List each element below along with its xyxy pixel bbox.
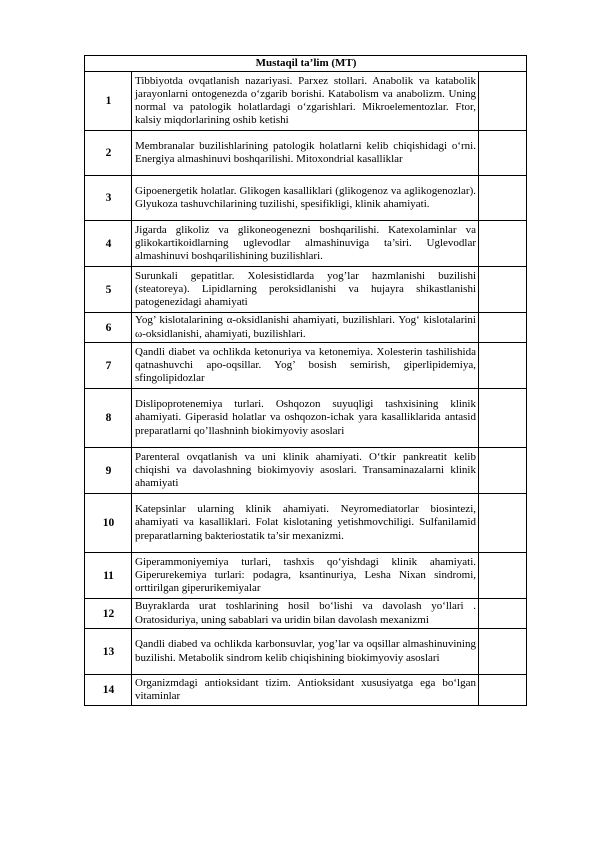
empty-cell <box>479 131 527 176</box>
row-number: 9 <box>85 448 132 494</box>
topic-text: Jigarda glikoliz va glikoneogenezni boshqarilishi. Katexolaminlar va glikokartikoidlarning uglevodlar almashinuviga ta’siri. Uglevodlar almashinuvi boshqarilishining buzilishlari. <box>132 221 479 267</box>
table-row <box>85 448 527 494</box>
empty-cell <box>479 448 527 494</box>
empty-cell <box>479 176 527 221</box>
topic-text: Surunkali gepatitlar. Xolesistidlarda yog’lar hazmlanishi buzilishi (steatoreya). Lipidlarning peroksidlanishi va hujayra shikastlanishi patogenezidagi ahamiyati <box>132 267 479 313</box>
row-number: 8 <box>85 389 132 448</box>
empty-cell <box>479 221 527 267</box>
row-number: 5 <box>85 267 132 313</box>
independent-study-table <box>84 55 527 706</box>
row-number: 11 <box>85 553 132 599</box>
table-body <box>85 72 527 706</box>
topic-text: Qandli diabed va ochlikda karbonsuvlar, yog’lar va oqsillar almashinuvining buzilishi. Metabolik sindrom kelib chiqishining biokimyoviy asoslari <box>132 629 479 675</box>
empty-cell <box>479 629 527 675</box>
empty-cell <box>479 343 527 389</box>
row-number: 14 <box>85 675 132 706</box>
topic-text: Membranalar buzilishlarining patologik holatlarni kelib chiqishidagi o‘rni. Energiya almashinuvi boshqarilishi. Mitoxondrial kasalliklar <box>132 131 479 176</box>
topic-text: Giperammoniyemiya turlari, tashxis qo‘yishdagi klinik ahamiyati. Giperurekemiya turlari: podagra, ksantinuriya, Lesha Nixan sindromi, orttirilgan giperurikemiyalar <box>132 553 479 599</box>
empty-cell <box>479 72 527 131</box>
topic-text: Katepsinlar ularning klinik ahamiyati. Neyromediatorlar biosintezi, ahamiyati va kasalliklari. Folat kislotaning yetishmovchiligi. Sulfanilamid preparatlarning bakteriostatik ta’sir mexanizmi. <box>132 494 479 553</box>
table-row <box>85 389 527 448</box>
table-row <box>85 131 527 176</box>
row-number: 1 <box>85 72 132 131</box>
empty-cell <box>479 389 527 448</box>
table-row <box>85 343 527 389</box>
empty-cell <box>479 553 527 599</box>
table-row <box>85 176 527 221</box>
empty-cell <box>479 675 527 706</box>
table-row <box>85 629 527 675</box>
topic-text: Organizmdagi antioksidant tizim. Antioksidant xususiyatga ega bo‘lgan vitaminlar <box>132 675 479 706</box>
row-number: 12 <box>85 599 132 629</box>
table-row <box>85 599 527 629</box>
row-number: 3 <box>85 176 132 221</box>
row-number: 7 <box>85 343 132 389</box>
row-number: 4 <box>85 221 132 267</box>
table-row <box>85 72 527 131</box>
table-row <box>85 221 527 267</box>
topic-text: Tibbiyotda ovqatlanish nazariyasi. Parxez stollari. Anabolik va katabolik jarayonlarni ontogenezda o‘zgarib borishi. Katabolism va anabolizm. Uning normal va patologik holatlardagi o‘zgarishlari. Mikroelementozlar. Ftor, kalsiy miqdorlarining oshib ketishi <box>132 72 479 131</box>
empty-cell <box>479 599 527 629</box>
table-row <box>85 553 527 599</box>
table-row <box>85 267 527 313</box>
empty-cell <box>479 313 527 343</box>
row-number: 2 <box>85 131 132 176</box>
table-row <box>85 313 527 343</box>
table-row <box>85 675 527 706</box>
topic-text: Buyraklarda urat toshlarining hosil bo‘lishi va davolash yo‘llari . Oratosiduriya, uning sabablari va uridin bilan davolash mexanizmi <box>132 599 479 629</box>
topic-text: Gipoenergetik holatlar. Glikogen kasalliklari (glikogenoz va aglikogenozlar). Glyukoza tashuvchilarining tuzilishi, spesifikligi, klinik ahamiyati. <box>132 176 479 221</box>
topic-text: Qandli diabet va ochlikda ketonuriya va ketonemiya. Xolesterin tashilishida qatnashuvchi apo-oqsillar. Yog’ bosish semirish, giperlipidemiya, sfingolipidozlar <box>132 343 479 389</box>
empty-cell <box>479 494 527 553</box>
table-header-row <box>85 56 527 72</box>
topic-text: Yog’ kislotalarining α-oksidlanishi ahamiyati, buzilishlari. Yog‘ kislotalarini ω-oksidlanishi, ahamiyati, buzilishlari. <box>132 313 479 343</box>
topic-text: Dislipoprotenemiya turlari. Oshqozon suyuqligi tashxisining klinik ahamiyati. Giperasid holatlar va oshqozon-ichak yara kasalliklarida antasid preparatlarni qo’llashninh biokimyoviy asoslari <box>132 389 479 448</box>
table-title: Mustaqil ta’lim (MT) <box>85 56 527 72</box>
row-number: 13 <box>85 629 132 675</box>
table-row <box>85 494 527 553</box>
topic-text: Parenteral ovqatlanish va uni klinik ahamiyati. O‘tkir pankreatit kelib chiqishi va davolashning biokimyoviy asoslari. Transaminazalarni klinik ahamiyati <box>132 448 479 494</box>
row-number: 6 <box>85 313 132 343</box>
row-number: 10 <box>85 494 132 553</box>
empty-cell <box>479 267 527 313</box>
